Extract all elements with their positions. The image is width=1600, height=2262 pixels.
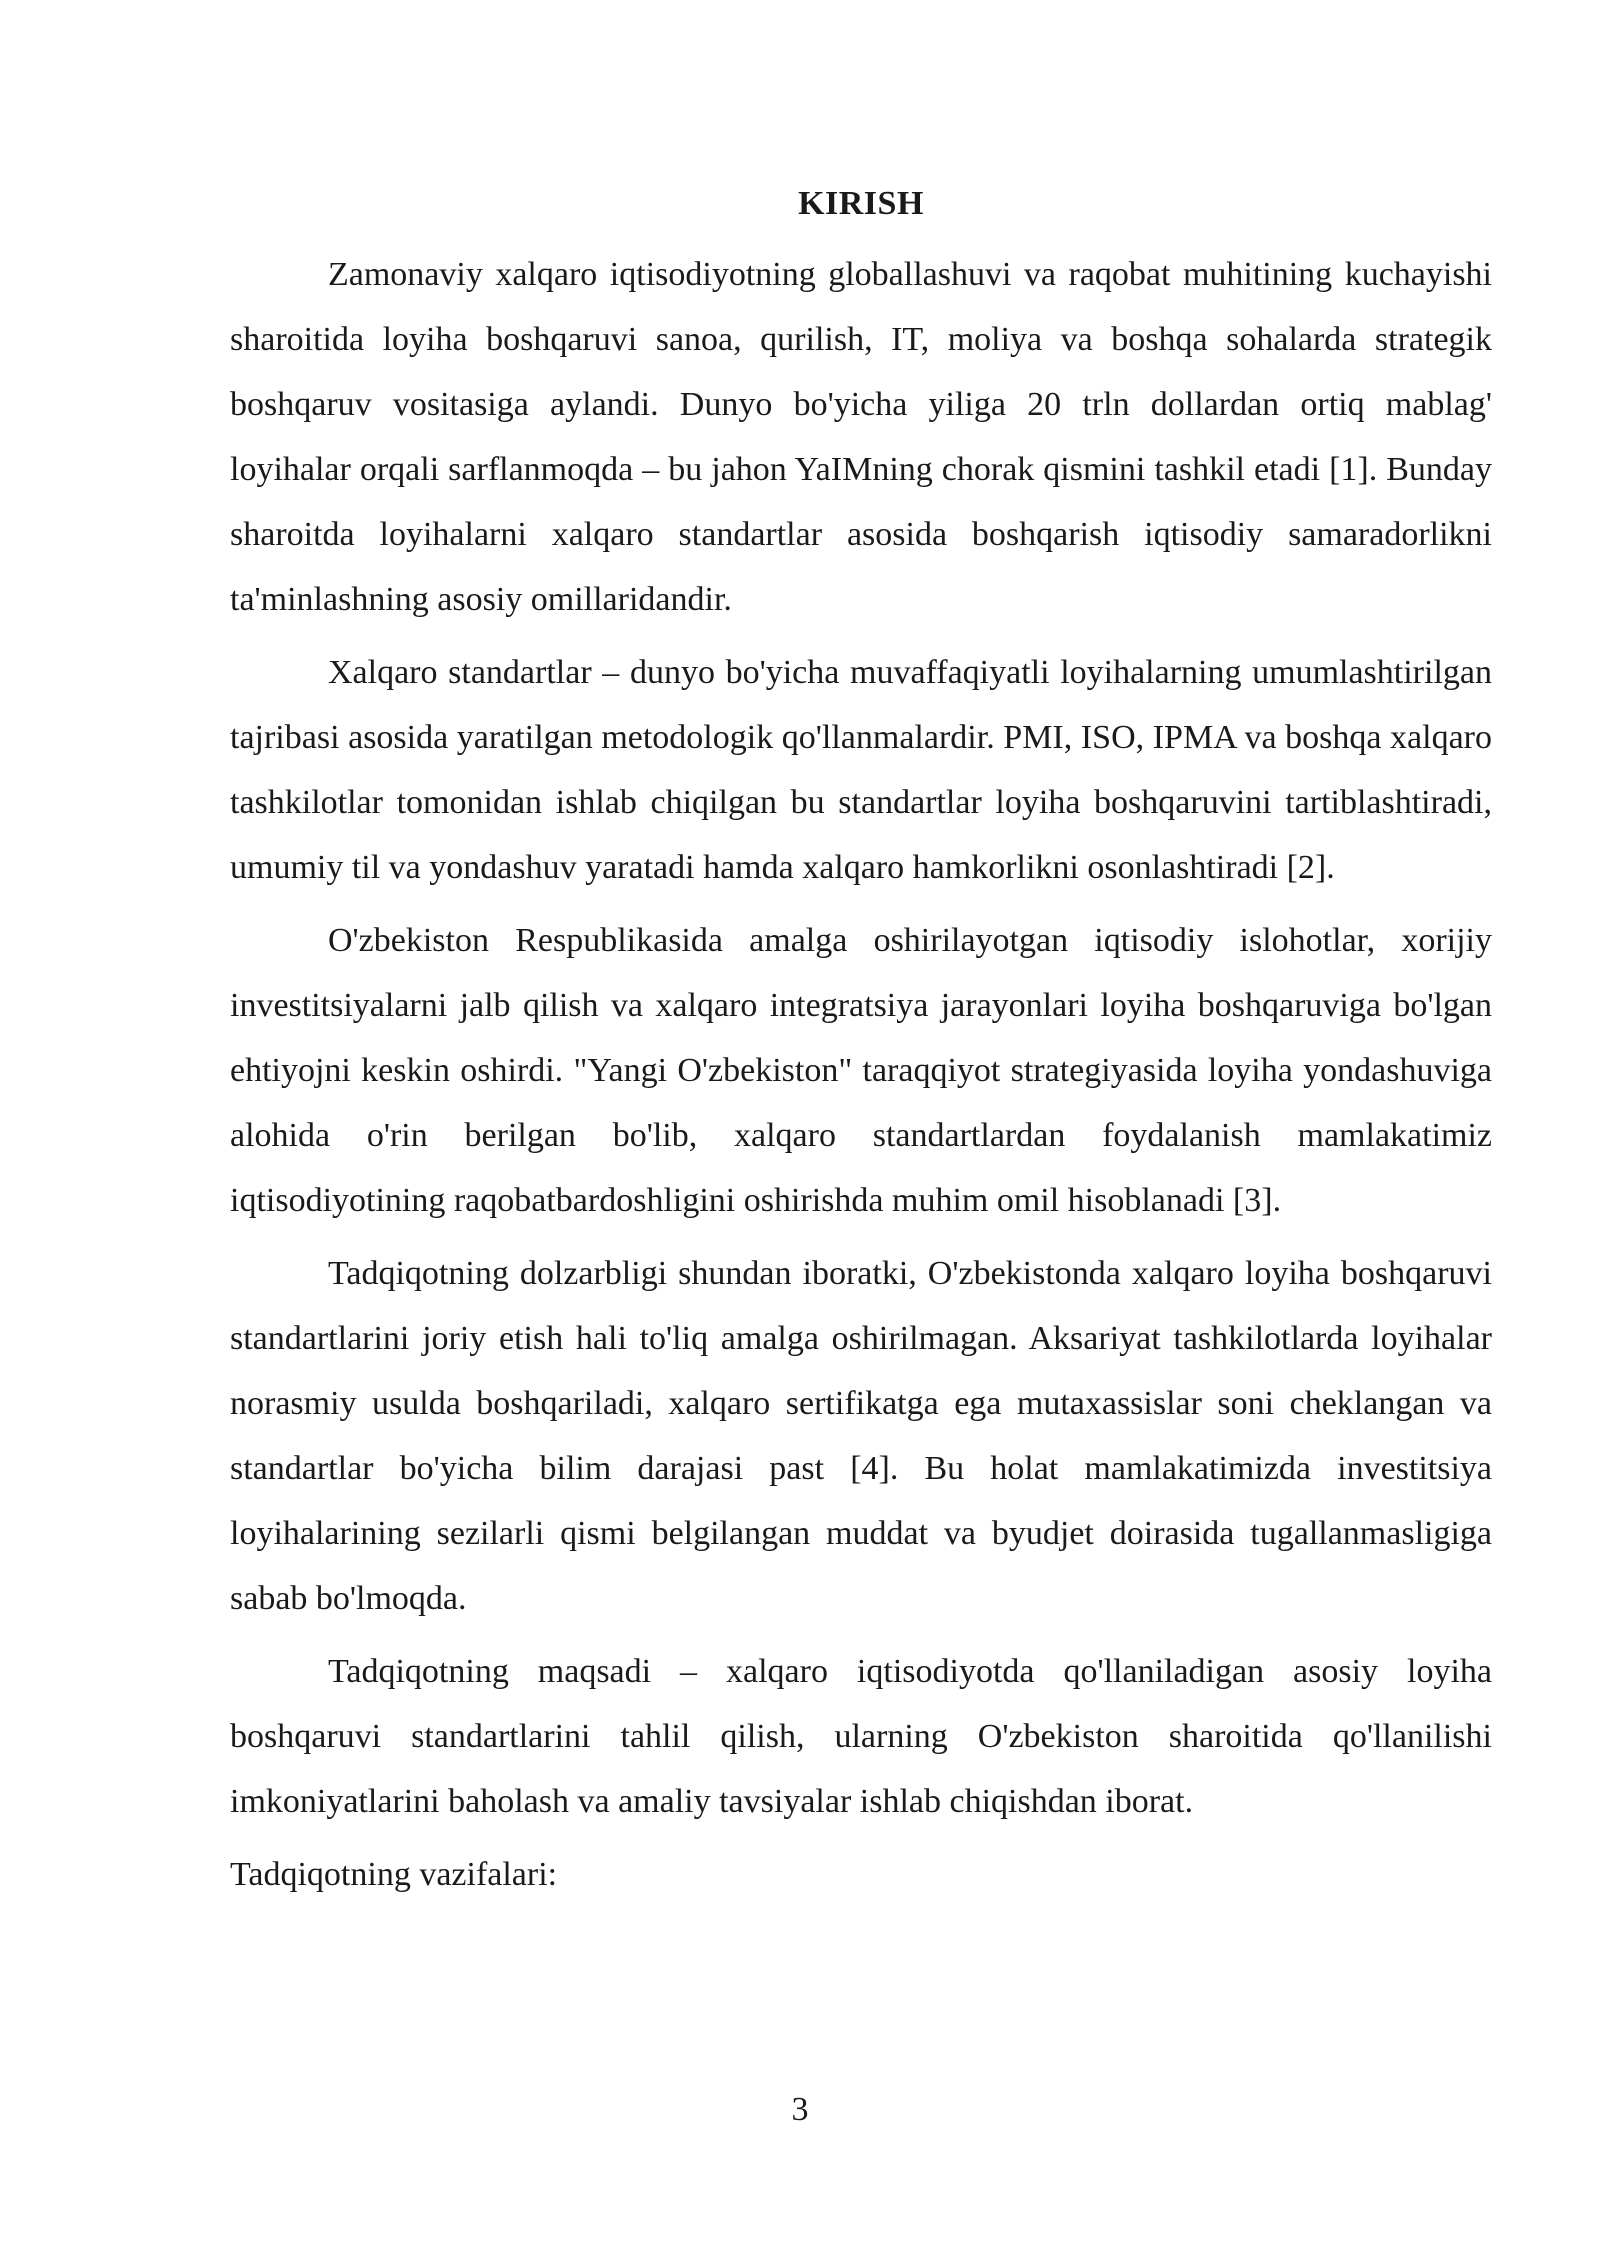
page-content xyxy=(230,178,1492,1915)
paragraph-goal: Tadqiqotning maqsadi – xalqaro iqtisodiyotda qo'llaniladigan asosiy loyiha boshqaruvi standartlarini tahlil qilish, ularning O'zbekiston sharoitida qo'llanilishi imkoniyatlarini baholash va amaliy tavsiyalar ishlab chiqishdan iborat. xyxy=(230,1653,1492,1820)
paragraph-intro: Zamonaviy xalqaro iqtisodiyotning globallashuvi va raqobat muhitining kuchayishi sharoitida loyiha boshqaruvi sanoa, qurilish, IT, moliya va boshqa sohalarda strategik boshqaruv vositasiga aylandi. Dunyo bo'yicha yiliga 20 trln dollardan ortiq mablag' loyihalar orqali sarflanmoqda – bu jahon YaIMning chorak qismini tashkil etadi [1]. Bunday sharoitda loyihalarni xalqaro standartlar asosida boshqarish iqtisodiy samaradorlikni ta'minlashning asosiy omillaridandir. xyxy=(230,256,1492,618)
tasks-heading: Tadqiqotning vazifalari: xyxy=(230,1856,558,1893)
paragraph-relevance: Tadqiqotning dolzarbligi shundan iboratki, O'zbekistonda xalqaro loyiha boshqaruvi standartlarini joriy etish hali to'liq amalga oshirilmagan. Aksariyat tashkilotlarda loyihalar norasmiy usulda boshqariladi, xalqaro sertifikatga ega mutaxassislar soni cheklangan va standartlar bo'yicha bilim darajasi past [4]. Bu holat mamlakatimizda investitsiya loyihalarining sezilarli qismi belgilangan muddat va byudjet doirasida tugallanmasligiga sabab bo'lmoqda. xyxy=(230,1255,1492,1617)
page-number: 3 xyxy=(791,2091,809,2128)
paragraph-uzbekistan: O'zbekiston Respublikasida amalga oshirilayotgan iqtisodiy islohotlar, xorijiy investitsiyalarni jalb qilish va xalqaro integratsiya jarayonlari loyiha boshqaruviga bo'lgan ehtiyojni keskin oshirdi. "Yangi O'zbekiston" taraqqiyot strategiyasida loyiha yondashuviga alohida o'rin berilgan bo'lib, xalqaro standartlardan foydalanish mamlakatimiz iqtisodiyotining raqobatbardoshligini oshirishda muhim omil hisoblanadi [3]. xyxy=(230,922,1492,1219)
paragraph-standards: Xalqaro standartlar – dunyo bo'yicha muvaffaqiyatli loyihalarning umumlashtirilgan tajribasi asosida yaratilgan metodologik qo'llanmalardir. PMI, ISO, IPMA va boshqa xalqaro tashkilotlar tomonidan ishlab chiqilgan bu standartlar loyiha boshqaruvini tartiblashtiradi, umumiy til va yondashuv yaratadi hamda xalqaro hamkorlikni osonlashtiradi [2]. xyxy=(230,654,1492,886)
page-title: KIRISH xyxy=(798,185,924,222)
